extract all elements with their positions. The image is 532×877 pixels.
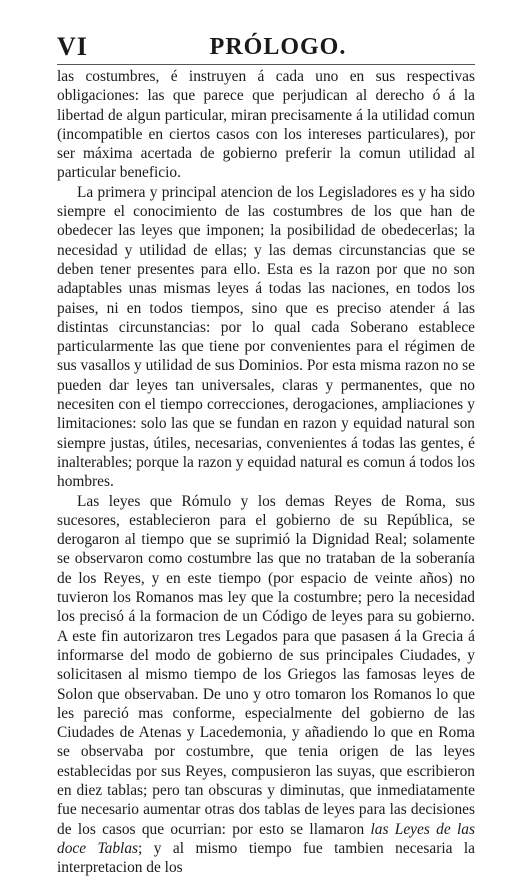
page-header [57, 30, 475, 65]
running-title: PRÓLOGO. [209, 34, 347, 60]
book-page [57, 30, 475, 877]
paragraph-legisladores: La primera y principal atencion de los Legisladores es y ha sido siempre el conocimiento de las costumbres de los que han de obedecer las leyes que imponen; la posibilidad de obedecerlas; la necesidad y utilidad de ellas; y las demas circunstancias que se deben tener presentes para ello. Esta es la razon por que no son adaptables unas mismas leyes á todas las naciones, en todos los paises, ni en todos tiempos, sino que es preciso atender á las distintas circunstancias: por lo qual cada Soberano establece particularmente las que tiene por convenientes para el régimen de sus vasallos y utilidad de sus Dominios. Por esta misma razon no se pueden dar leyes tan universales, claras y permanentes, que no necesiten con el tiempo correcciones, derogaciones, ampliaciones y limitaciones: solo las que se fundan en razon y equidad natural son siempre justas, útiles, necesarias, convenientes á todas las gentes, é inalterables; porque la razon y equidad natural es comun á todos los hombres. [57, 183, 475, 491]
body-text [57, 67, 475, 877]
paragraph-romulo [57, 492, 475, 877]
page-number: VI [57, 32, 88, 61]
paragraph-continuation: las costumbres, é instruyen á cada uno en sus respectivas obligaciones: las que parece que perjudican al derecho ó á la libertad de algun particular, miran precisamente á la utilidad comun (incompatible en ciertos casos con los intereses particulares), por ser máxima acertada de gobierno preferir la comun utilidad al particular beneficio. [57, 68, 475, 182]
italic-title-doce-tablas: las Leyes de las doce Tablas [57, 820, 475, 857]
paragraph-romulo-tail: ; y al mismo tiempo fue tambien necesaria la interpretacion de los [57, 839, 475, 877]
paragraph-romulo-text: Las leyes que Rómulo y los demas Reyes de Roma, sus sucesores, establecieron para el gobierno de su República, se derogaron al tiempo que se suprimió la Dignidad Real; solamente se observaron como costumbre las que no trataban de la soberanía de los Reyes, y en este tiempo (por espacio de veinte años) no tuvieron los Romanos mas ley que la costumbre; pero la necesidad los precisó á la formacion de un Código de leyes para su gobierno. A este fin autorizaron tres Legados para que pasasen á la Grecia á informarse del modo de gobierno de sus principales Ciudades, y solicitasen al mismo tiempo de los Griegos las famosas leyes de Solon que observaban. De uno y otro tomaron los Romanos lo que les pareció mas conforme, especialmente del gobierno de las Ciudades de Atenas y Lacedemonia, y añadiendo lo que en Roma se observaba por costumbre, que tenia origen de las leyes establecidas por sus Reyes, compusieron las suyas, que escribieron en diez tablas; pero tan obscuras y diminutas, que inmediatamente fue necesario aumentar otras dos tablas de leyes para las decisiones de los casos que ocurrian: por esto se llamaron [57, 492, 475, 838]
